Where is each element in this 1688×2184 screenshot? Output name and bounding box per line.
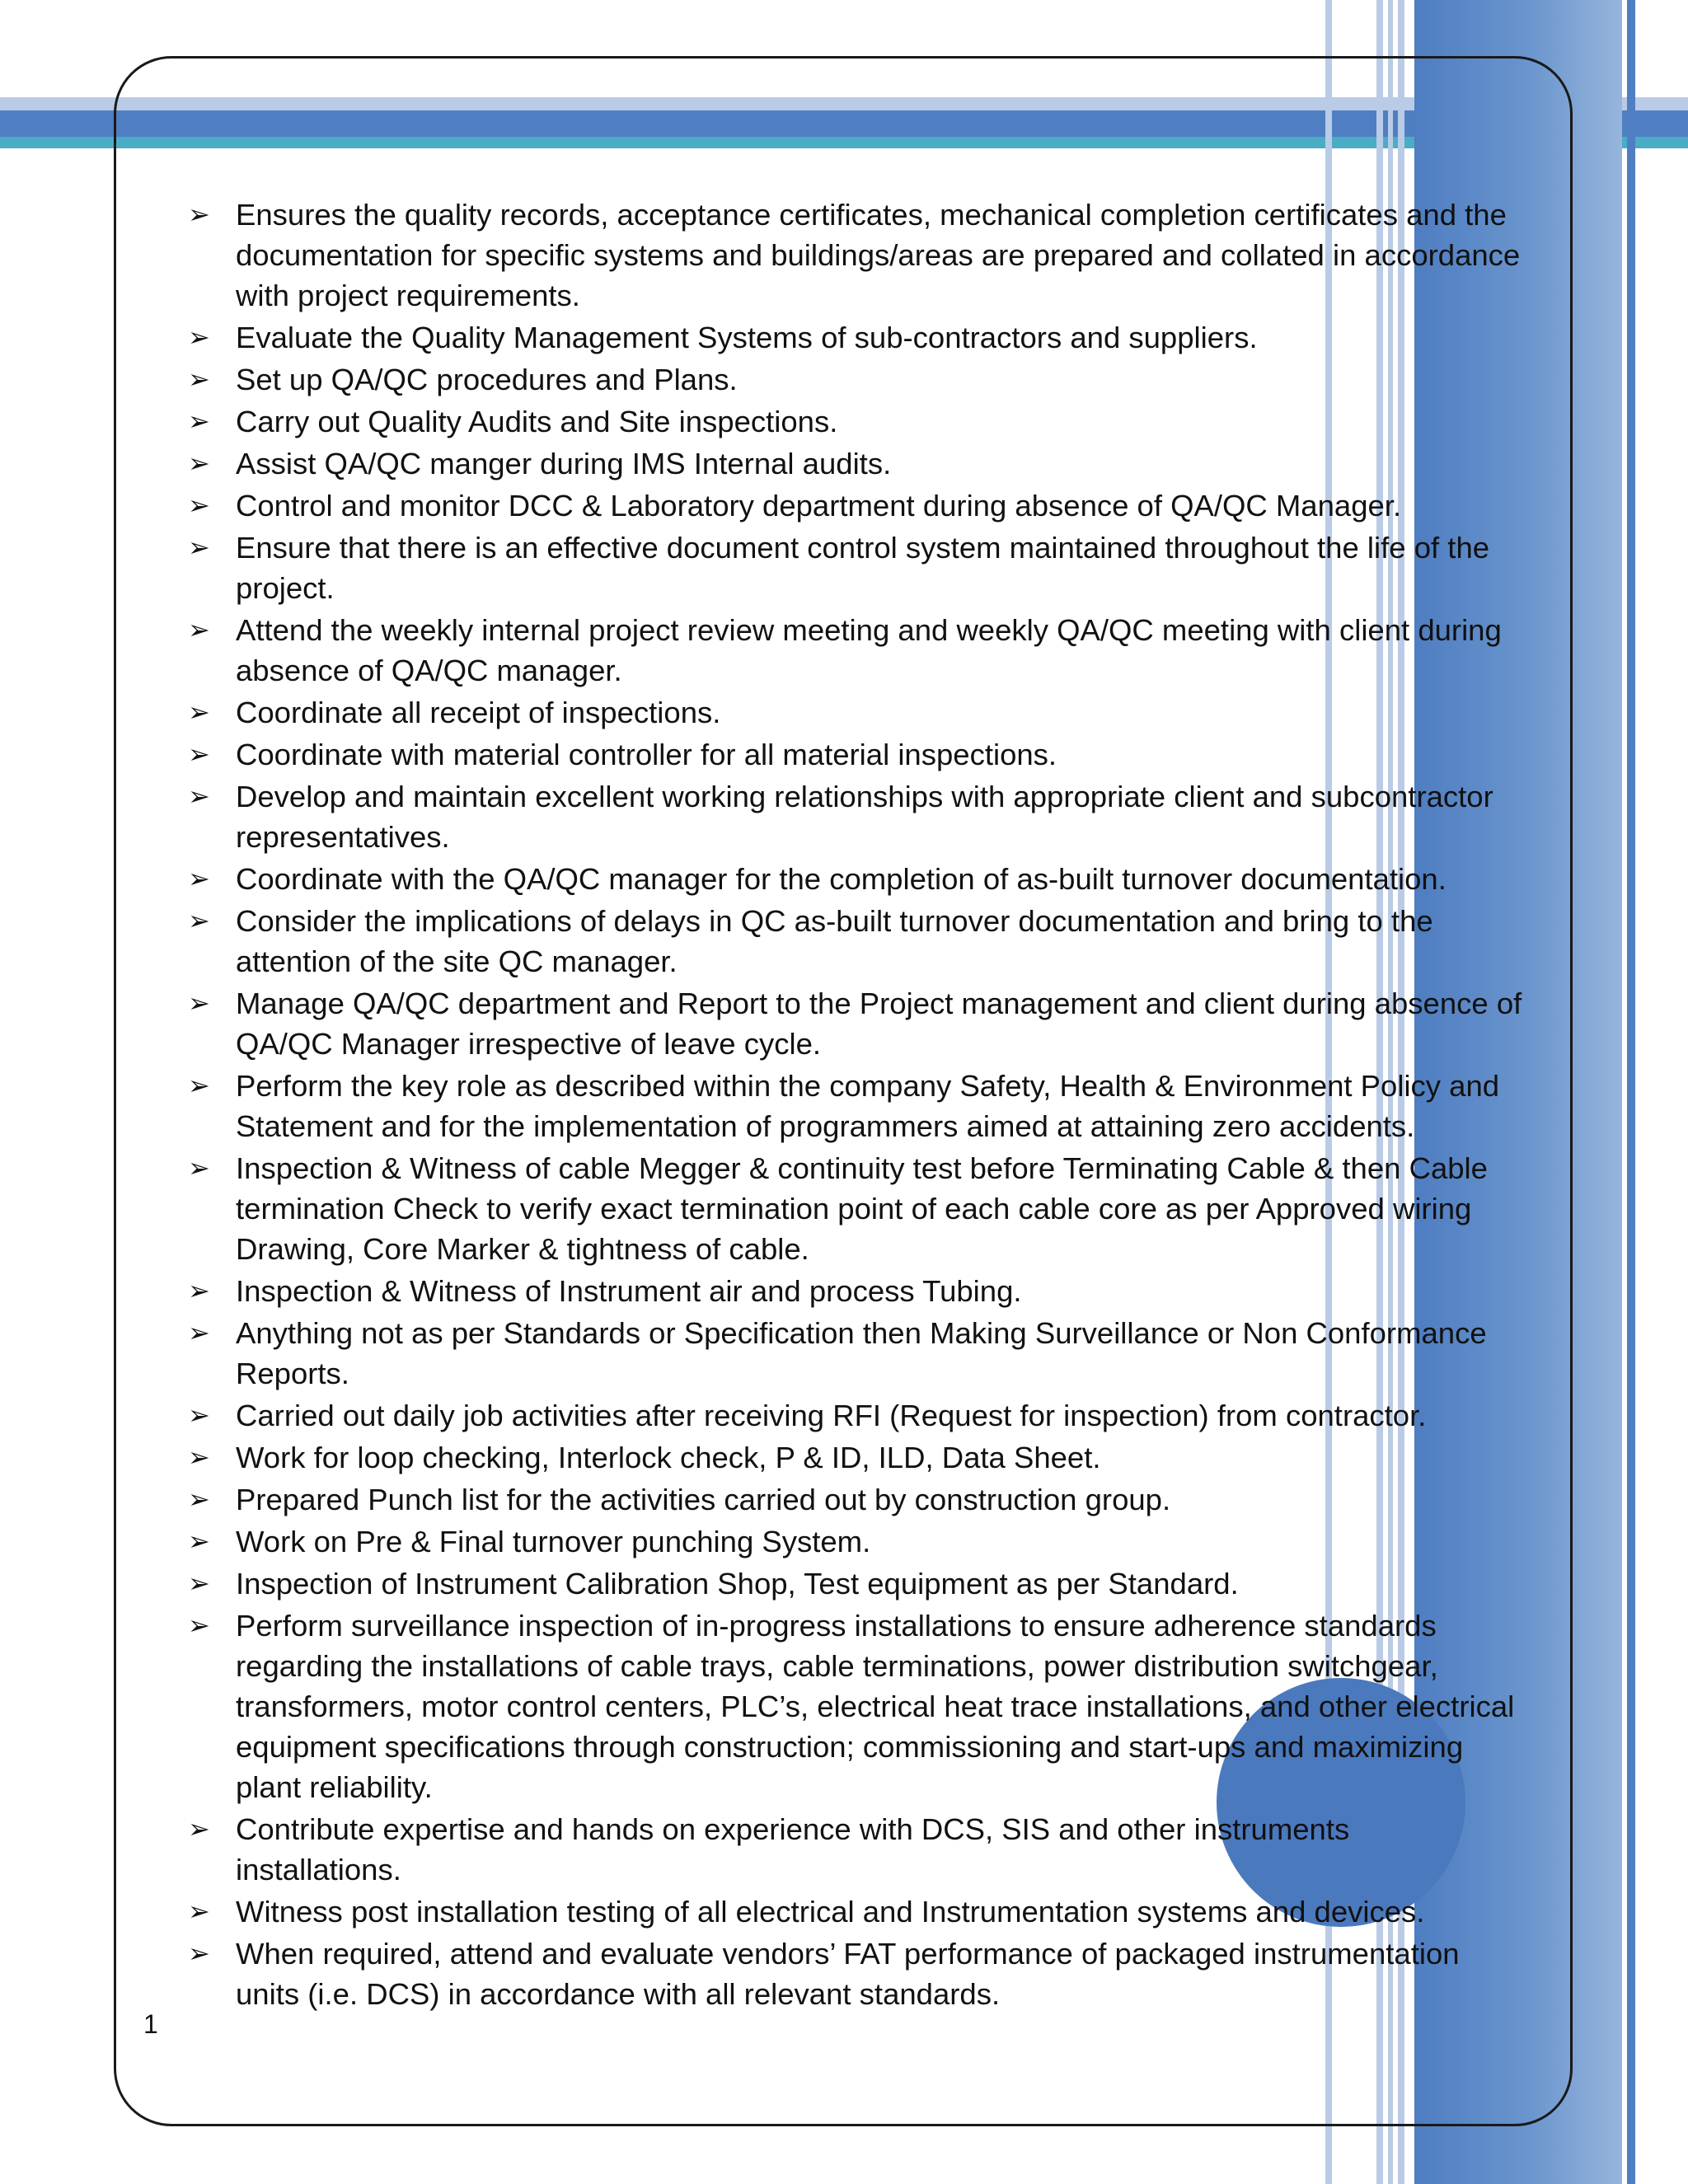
- arrow-bullet-icon: ➢: [188, 1317, 210, 1348]
- arrow-bullet-icon: ➢: [188, 321, 210, 353]
- arrow-bullet-icon: ➢: [188, 1896, 210, 1927]
- list-item-text: Develop and maintain excellent working relationships with appropriate client and subcontractor representatives.: [236, 780, 1493, 854]
- list-item: [188, 776, 1523, 857]
- arrow-bullet-icon: ➢: [188, 1152, 210, 1183]
- list-item: [188, 1479, 1523, 1520]
- list-item-text: Set up QA/QC procedures and Plans.: [236, 363, 738, 396]
- list-item: [188, 692, 1523, 733]
- list-item: [188, 901, 1523, 982]
- list-item: [188, 359, 1523, 400]
- list-item: [188, 527, 1523, 608]
- list-item: [188, 1933, 1523, 2014]
- list-item-text: Consider the implications of delays in QC as-built turnover documentation and bring to the attention of the site QC manager.: [236, 904, 1433, 978]
- arrow-bullet-icon: ➢: [188, 1813, 210, 1844]
- arrow-bullet-icon: ➢: [188, 1610, 210, 1641]
- list-item: [188, 1437, 1523, 1478]
- arrow-bullet-icon: ➢: [188, 863, 210, 894]
- list-item: [188, 1148, 1523, 1269]
- arrow-bullet-icon: ➢: [188, 1399, 210, 1431]
- list-item-text: Inspection & Witness of Instrument air and process Tubing.: [236, 1274, 1022, 1308]
- arrow-bullet-icon: ➢: [188, 1526, 210, 1557]
- arrow-bullet-icon: ➢: [188, 1483, 210, 1515]
- list-item: [188, 1395, 1523, 1436]
- list-item: [188, 1271, 1523, 1311]
- page-number: 1: [143, 2009, 158, 2039]
- list-item-text: Coordinate with material controller for all material inspections.: [236, 738, 1057, 771]
- list-item-text: Ensures the quality records, acceptance certificates, mechanical completion certificates and the documentation for specific systems and buildings/areas are prepared and collated in accordance with project requirements.: [236, 198, 1521, 312]
- list-item: [188, 859, 1523, 899]
- arrow-bullet-icon: ➢: [188, 448, 210, 479]
- list-item-text: Ensure that there is an effective document control system maintained throughout the life of the project.: [236, 531, 1490, 605]
- list-item-text: Control and monitor DCC & Laboratory department during absence of QA/QC Manager.: [236, 489, 1402, 523]
- list-item: [188, 401, 1523, 442]
- list-item: [188, 485, 1523, 526]
- list-item-text: Manage QA/QC department and Report to the Project management and client during absence of QA/QC Manager irrespective of leave cycle.: [236, 987, 1522, 1061]
- list-item: [188, 317, 1523, 358]
- list-item: [188, 1563, 1523, 1604]
- arrow-bullet-icon: ➢: [188, 905, 210, 936]
- list-item: [188, 194, 1523, 316]
- list-item-text: Work on Pre & Final turnover punching System.: [236, 1525, 871, 1558]
- list-item-text: Inspection of Instrument Calibration Shop, Test equipment as per Standard.: [236, 1567, 1239, 1601]
- list-item-text: Coordinate all receipt of inspections.: [236, 696, 721, 729]
- list-item-text: Inspection & Witness of cable Megger & continuity test before Terminating Cable & then Cable termination Check to verify exact termination point of each cable core as per Approved wiring Drawing, Core Marker & tightness of cable.: [236, 1151, 1488, 1266]
- list-item-text: Perform the key role as described within the company Safety, Health & Environment Policy and Statement and for the implementation of programmers aimed at attaining zero accidents.: [236, 1069, 1500, 1143]
- list-item-text: Witness post installation testing of all electrical and Instrumentation systems and devices.: [236, 1895, 1425, 1929]
- vertical-stripe-right: [1627, 0, 1635, 2184]
- arrow-bullet-icon: ➢: [188, 1938, 210, 1969]
- list-item-text: Assist QA/QC manger during IMS Internal audits.: [236, 447, 892, 480]
- list-item-text: Work for loop checking, Interlock check, P & ID, ILD, Data Sheet.: [236, 1441, 1101, 1474]
- arrow-bullet-icon: ➢: [188, 738, 210, 770]
- arrow-bullet-icon: ➢: [188, 1441, 210, 1473]
- arrow-bullet-icon: ➢: [188, 405, 210, 437]
- arrow-bullet-icon: ➢: [188, 363, 210, 395]
- list-item: [188, 1313, 1523, 1394]
- arrow-bullet-icon: ➢: [188, 1070, 210, 1101]
- arrow-bullet-icon: ➢: [188, 780, 210, 812]
- list-item: [188, 1605, 1523, 1807]
- list-item-text: Carried out daily job activities after receiving RFI (Request for inspection) from contractor.: [236, 1399, 1427, 1432]
- list-item-text: Contribute expertise and hands on experience with DCS, SIS and other instruments installations.: [236, 1812, 1350, 1886]
- list-item: [188, 983, 1523, 1064]
- list-item-text: Carry out Quality Audits and Site inspections.: [236, 405, 838, 438]
- arrow-bullet-icon: ➢: [188, 696, 210, 728]
- list-item-text: Coordinate with the QA/QC manager for the completion of as-built turnover documentation.: [236, 862, 1447, 896]
- list-item-text: Evaluate the Quality Management Systems of sub-contractors and suppliers.: [236, 321, 1258, 354]
- arrow-bullet-icon: ➢: [188, 1568, 210, 1599]
- list-item-text: Perform surveillance inspection of in-progress installations to ensure adherence standards regarding the installations of cable trays, cable terminations, power distribution switchgear, transformers, motor control centers, PLC’s, electrical heat trace installations, and other electrical equipment specifications through construction; commissioning and start-ups and maximizing plant reliability.: [236, 1609, 1515, 1804]
- list-item: [188, 1066, 1523, 1146]
- arrow-bullet-icon: ➢: [188, 490, 210, 521]
- list-item-text: Prepared Punch list for the activities carried out by construction group.: [236, 1483, 1171, 1516]
- list-item: [188, 1809, 1523, 1890]
- arrow-bullet-icon: ➢: [188, 199, 210, 230]
- arrow-bullet-icon: ➢: [188, 614, 210, 645]
- list-item: [188, 610, 1523, 691]
- list-item: [188, 1521, 1523, 1562]
- list-item: [188, 1891, 1523, 1932]
- list-item-text: Attend the weekly internal project review meeting and weekly QA/QC meeting with client during absence of QA/QC manager.: [236, 613, 1502, 687]
- arrow-bullet-icon: ➢: [188, 987, 210, 1019]
- arrow-bullet-icon: ➢: [188, 532, 210, 563]
- responsibilities-list: [188, 194, 1523, 2016]
- list-item-text: When required, attend and evaluate vendors’ FAT performance of packaged instrumentation units (i.e. DCS) in accordance with all relevant standards.: [236, 1937, 1460, 2011]
- list-item: [188, 443, 1523, 484]
- list-item: [188, 734, 1523, 775]
- arrow-bullet-icon: ➢: [188, 1275, 210, 1306]
- list-item-text: Anything not as per Standards or Specification then Making Surveillance or Non Conformance Reports.: [236, 1316, 1487, 1390]
